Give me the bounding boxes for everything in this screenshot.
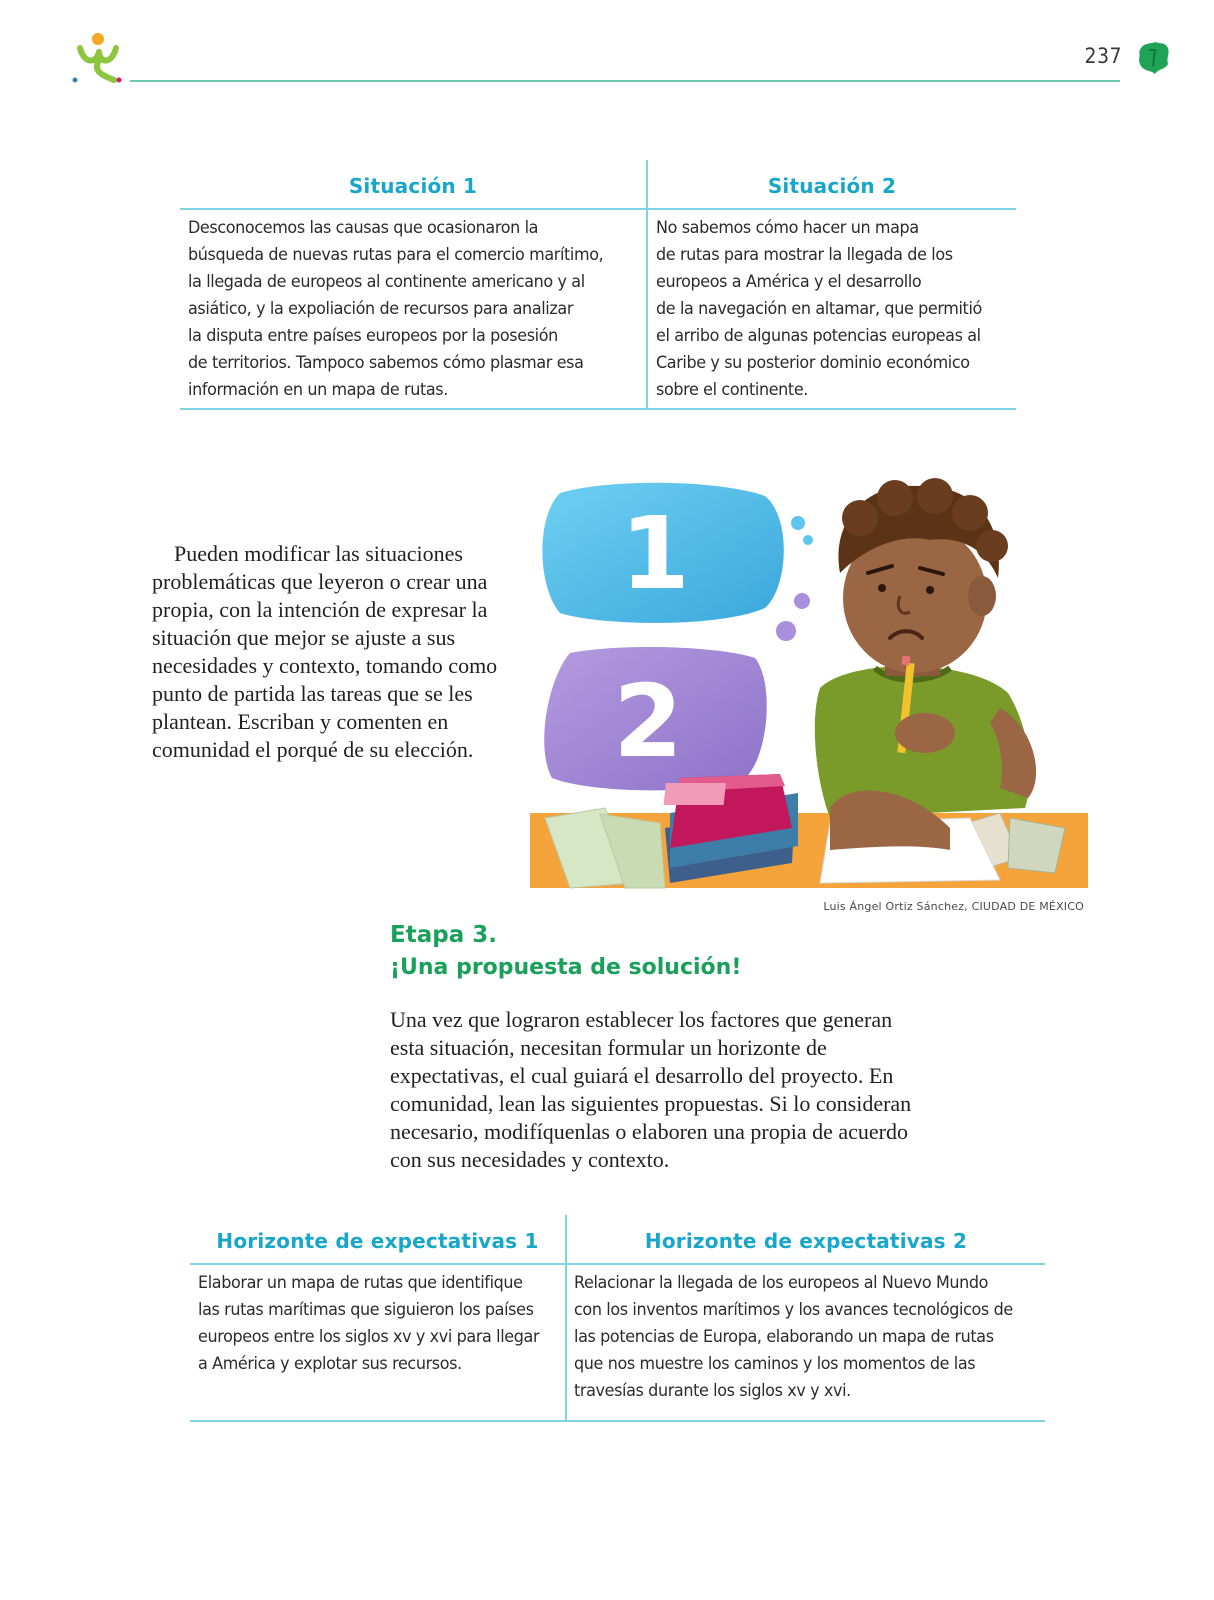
situation-1-text: Desconocemos las causas que ocasionaron la búsqueda de nuevas rutas para el comercio marítimo, la llegada de europeos al continente americano y al asiático, y la expoliación de recursos para analizar la disputa entre países europeos por la posesión de territorios. Tampoco sabemos cómo plasmar esa información en un mapa de rutas. <box>188 218 604 400</box>
table-bottom-rule <box>190 1420 1045 1422</box>
table-header-rule <box>180 208 1016 210</box>
bubble-2-number: 2 <box>613 663 683 780</box>
stage-title: Etapa 3. <box>390 922 497 948</box>
horizon-2-heading: Horizonte de expectativas 2 <box>644 1229 968 1253</box>
table-column-divider <box>646 160 648 410</box>
section-badge-icon <box>1135 40 1171 76</box>
situation-2-heading: Situación 2 <box>767 174 897 198</box>
thinking-student-illustration <box>530 478 1095 898</box>
situations-table <box>180 160 1016 412</box>
page-number: 237 <box>1084 44 1122 68</box>
table-column-divider <box>565 1215 567 1422</box>
side-paragraph: Pueden modificar las situaciones problemáticas que leyeron o crear una propia, con la intención de expresar la situación que mejor se ajuste a sus necesidades y contexto, tomando como punto de partida las tareas que se les plantean. Escriban y comenten en comunidad el porqué de su elección. <box>152 541 498 762</box>
bubble-1-number: 1 <box>620 495 690 612</box>
header-rule <box>130 80 1120 82</box>
situation-2-text: No sabemos cómo hacer un mapa de rutas para mostrar la llegada de los europeos a América y el desarrollo de la navegación en altamar, que permitió el arribo de algunas potencias europeas al Caribe y su posterior dominio económico sobre el continente. <box>656 218 982 400</box>
horizon-1-heading: Horizonte de expectativas 1 <box>216 1229 539 1253</box>
table-bottom-rule <box>180 408 1016 410</box>
horizon-2-text: Relacionar la llegada de los europeos al Nuevo Mundo con los inventos marítimos y los avances tecnológicos de las potencias de Europa, elaborando un mapa de rutas que nos muestre los caminos y los momentos de las travesías durante los siglos xv y xvi. <box>574 1273 1013 1401</box>
horizon-1-text: Elaborar un mapa de rutas que identifique las rutas marítimas que siguieron los países europeos entre los siglos xv y xvi para llegar a América y explotar sus recursos. <box>198 1273 540 1374</box>
table-header-rule <box>190 1263 1045 1265</box>
program-logo-icon <box>70 30 130 88</box>
illustration-credit: Luis Ángel Ortiz Sánchez, CIUDAD DE MÉXICO <box>823 900 1084 913</box>
stage-paragraph: Una vez que lograron establecer los factores que generan esta situación, necesitan formular un horizonte de expectativas, el cual guiará el desarrollo del proyecto. En comunidad, lean las siguientes propuestas. Si lo consideran necesario, modifíquenlas o elaboren una propia de acuerdo con sus necesidades y contexto. <box>390 1007 912 1172</box>
horizons-table <box>190 1215 1045 1425</box>
stage-subtitle: ¡Una propuesta de solución! <box>390 955 742 980</box>
situation-1-heading: Situación 1 <box>348 174 478 198</box>
